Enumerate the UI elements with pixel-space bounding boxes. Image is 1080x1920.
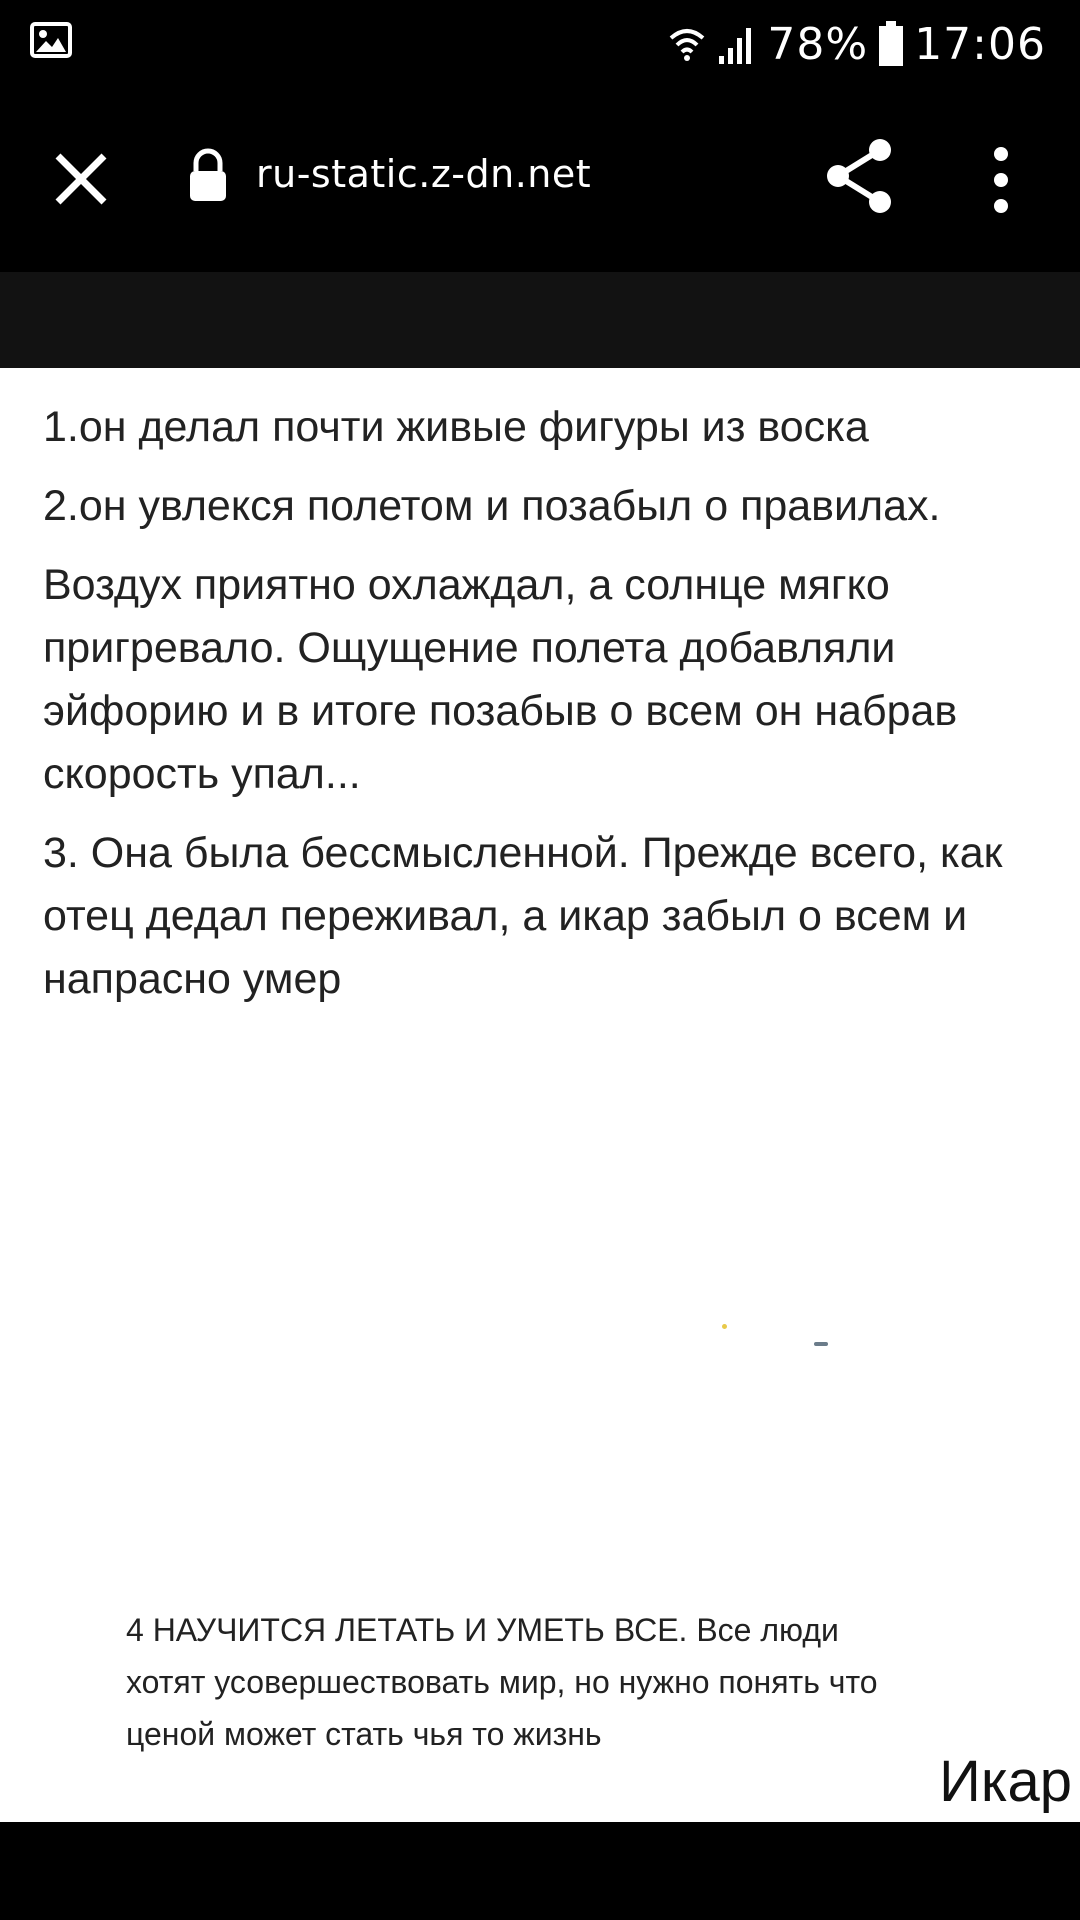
clock: 17:06 bbox=[914, 18, 1046, 70]
signal-icon bbox=[717, 22, 757, 66]
battery-percent: 78% bbox=[767, 18, 869, 70]
speck bbox=[814, 1342, 828, 1346]
caption-text: 4 НАУЧИТСЯ ЛЕТАТЬ И УМЕТЬ ВСЕ. Все люди хотят усовершествовать мир, но нужно понять что ценой может стать чья то жизнь bbox=[126, 1612, 878, 1752]
battery-icon bbox=[878, 21, 904, 67]
answer-paragraph-4: 3. Она была бессмысленной. Прежде всего, как отец дедал переживал, а икар забыл о всем и напрасно умер bbox=[43, 829, 1003, 1003]
gallery-icon bbox=[30, 22, 72, 58]
bottom-bar bbox=[0, 1822, 1080, 1920]
wifi-icon bbox=[667, 22, 707, 66]
ikar-label: Икар bbox=[939, 1749, 1072, 1814]
page-top-bar bbox=[0, 272, 1080, 368]
browser-toolbar bbox=[0, 92, 1080, 272]
more-vert-icon[interactable] bbox=[976, 144, 1026, 216]
answer-paragraph-1: 1.он делал почти живые фигуры из воска bbox=[43, 403, 869, 451]
speck bbox=[722, 1324, 727, 1329]
share-icon[interactable] bbox=[822, 136, 898, 216]
status-bar bbox=[0, 0, 1080, 92]
url-text[interactable]: ru-static.z-dn.net bbox=[256, 152, 592, 196]
answer-paragraph-3: Воздух приятно охлаждал, а солнце мягко пригревало. Ощущение полета добавляли эйфорию и в итоге позабыв о всем он набрав скорость упал... bbox=[43, 561, 958, 798]
close-icon[interactable] bbox=[48, 146, 114, 212]
answer-text bbox=[43, 396, 1043, 1027]
lock-icon bbox=[188, 147, 228, 203]
image-content bbox=[0, 368, 1080, 1822]
answer-paragraph-2: 2.он увлекся полетом и позабыл о правилах. bbox=[43, 482, 941, 530]
